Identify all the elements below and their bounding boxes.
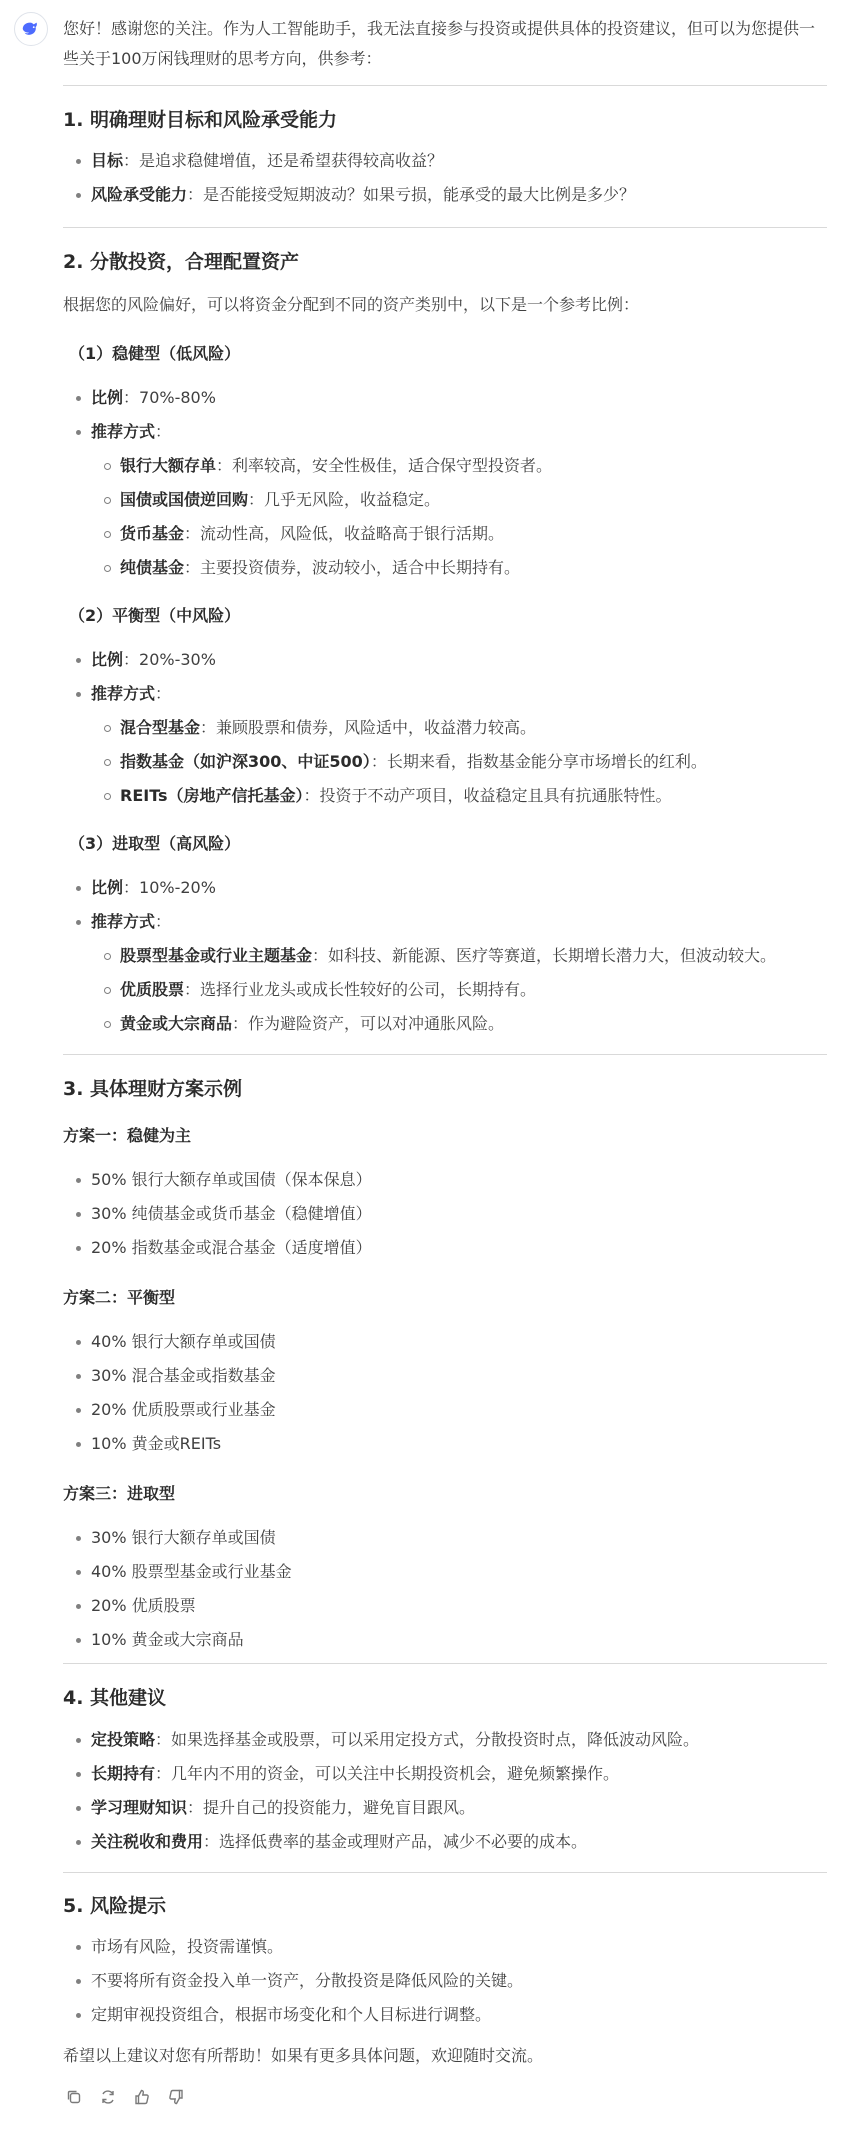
divider	[63, 1663, 827, 1664]
section-4-title: 4. 其他建议	[63, 1687, 167, 1709]
list-item: 比例：70%-80%	[63, 386, 827, 410]
closing-text: 希望以上建议对您有所帮助！如果有更多具体问题，欢迎随时交流。	[63, 2046, 544, 2065]
list-item: 定期审视投资组合，根据市场变化和个人目标进行调整。	[63, 2003, 827, 2027]
list-item: 推荐方式：	[63, 910, 827, 934]
group-3-title: （3）进取型（高风险）	[69, 834, 241, 853]
sub-list-item: 混合型基金：兼顾股票和债券，风险适中，收益潜力较高。	[63, 716, 827, 740]
list-item: 长期持有：几年内不用的资金，可以关注中长期投资机会，避免频繁操作。	[63, 1762, 827, 1786]
message-actions	[63, 2086, 187, 2108]
list-item: 50% 银行大额存单或国债（保本保息）	[63, 1168, 827, 1192]
list-item: 定投策略：如果选择基金或股票，可以采用定投方式，分散投资时点，降低波动风险。	[63, 1728, 827, 1752]
section-4-list	[63, 1728, 827, 1854]
thumbs-up-icon[interactable]	[131, 2086, 153, 2108]
plan-1-title: 方案一：稳健为主	[63, 1126, 192, 1145]
group-2-list	[63, 648, 827, 808]
thumbs-down-icon[interactable]	[165, 2086, 187, 2108]
sub-list-item: 国债或国债逆回购：几乎无风险，收益稳定。	[63, 488, 827, 512]
sub-list-item: 指数基金（如沪深300、中证500）：长期来看，指数基金能分享市场增长的红利。	[63, 750, 827, 774]
sub-list-item: 货币基金：流动性高，风险低，收益略高于银行活期。	[63, 522, 827, 546]
section-2-desc: 根据您的风险偏好，可以将资金分配到不同的资产类别中，以下是一个参考比例：	[63, 295, 640, 314]
list-item: 20% 优质股票或行业基金	[63, 1398, 827, 1422]
sub-list-item: 优质股票：选择行业龙头或成长性较好的公司，长期持有。	[63, 978, 827, 1002]
list-item: 关注税收和费用：选择低费率的基金或理财产品，减少不必要的成本。	[63, 1830, 827, 1854]
divider	[63, 1872, 827, 1873]
list-item: 30% 纯债基金或货币基金（稳健增值）	[63, 1202, 827, 1226]
sub-list-item: 纯债基金：主要投资债券，波动较小，适合中长期持有。	[63, 556, 827, 580]
sub-list-item: 银行大额存单：利率较高，安全性极佳，适合保守型投资者。	[63, 454, 827, 478]
copy-icon[interactable]	[63, 2086, 85, 2108]
section-1-title: 1. 明确理财目标和风险承受能力	[63, 109, 338, 131]
group-3-list	[63, 876, 827, 1036]
section-2-title: 2. 分散投资，合理配置资产	[63, 251, 300, 273]
list-item: 30% 混合基金或指数基金	[63, 1364, 827, 1388]
list-item: 推荐方式：	[63, 420, 827, 444]
section-3-title: 3. 具体理财方案示例	[63, 1078, 243, 1100]
list-item: 市场有风险，投资需谨慎。	[63, 1935, 827, 1959]
plan-2-list	[63, 1330, 827, 1456]
list-item: 10% 黄金或大宗商品	[63, 1628, 827, 1652]
intro-text: 您好！感谢您的关注。作为人工智能助手，我无法直接参与投资或提供具体的投资建议，但可以为您提供一些关于100万闲钱理财的思考方向，供参考：	[63, 19, 816, 68]
list-item: 20% 优质股票	[63, 1594, 827, 1618]
list-item: 30% 银行大额存单或国债	[63, 1526, 827, 1550]
list-item: 推荐方式：	[63, 682, 827, 706]
sub-list-item: 股票型基金或行业主题基金：如科技、新能源、医疗等赛道，长期增长潜力大，但波动较大。	[63, 944, 827, 968]
list-item: 不要将所有资金投入单一资产，分散投资是降低风险的关键。	[63, 1969, 827, 1993]
divider	[63, 1054, 827, 1055]
list-item: 比例：10%-20%	[63, 876, 827, 900]
list-item: 20% 指数基金或混合基金（适度增值）	[63, 1236, 827, 1260]
list-item: 风险承受能力：是否能接受短期波动？如果亏损，能承受的最大比例是多少？	[63, 183, 827, 207]
group-1-list	[63, 386, 827, 580]
divider	[63, 85, 827, 86]
group-2-title: （2）平衡型（中风险）	[69, 606, 241, 625]
list-item: 学习理财知识：提升自己的投资能力，避免盲目跟风。	[63, 1796, 827, 1820]
message-body	[63, 0, 827, 2065]
sub-list-item: 黄金或大宗商品：作为避险资产，可以对冲通胀风险。	[63, 1012, 827, 1036]
plan-1-list	[63, 1168, 827, 1260]
section-5-list	[63, 1935, 827, 2027]
list-item: 比例：20%-30%	[63, 648, 827, 672]
plan-2-title: 方案二：平衡型	[63, 1288, 176, 1307]
divider	[63, 227, 827, 228]
section-1-list	[63, 149, 827, 207]
whale-logo-icon	[14, 12, 48, 46]
sub-list-item: REITs（房地产信托基金）：投资于不动产项目，收益稳定且具有抗通胀特性。	[63, 784, 827, 808]
list-item: 40% 银行大额存单或国债	[63, 1330, 827, 1354]
plan-3-title: 方案三：进取型	[63, 1484, 176, 1503]
list-item: 40% 股票型基金或行业基金	[63, 1560, 827, 1584]
group-1-title: （1）稳健型（低风险）	[69, 344, 241, 363]
list-item: 目标：是追求稳健增值，还是希望获得较高收益？	[63, 149, 827, 173]
regenerate-icon[interactable]	[97, 2086, 119, 2108]
section-5-title: 5. 风险提示	[63, 1895, 167, 1917]
plan-3-list	[63, 1526, 827, 1652]
list-item: 10% 黄金或REITs	[63, 1432, 827, 1456]
